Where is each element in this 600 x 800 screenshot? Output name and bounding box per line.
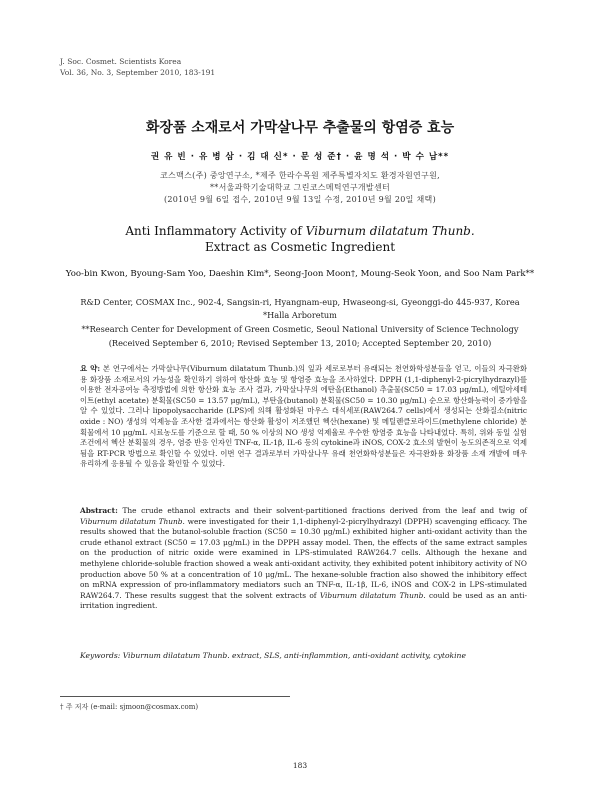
korean-abstract: [80, 364, 527, 470]
keywords-text: Viburnum dilatatum Thunb. extract, SLS, anti-inflammtion, anti-oxidant activity, cytokine: [120, 651, 466, 660]
korean-affiliation-2: **서울과학기술대학교 그린코스메틱연구개발센터: [209, 183, 391, 192]
english-affiliation-2: *Halla Arboretum: [263, 310, 337, 320]
journal-name: J. Soc. Cosmet. Scientists Korea: [60, 57, 182, 66]
abstract-text-3: could be used as an anti-irritation ingredient.: [80, 590, 527, 611]
abstract-label: Abstract:: [80, 506, 118, 515]
korean-affiliation-1: 코스맥스(주) 중앙연구소, *제주 한라수목원 제주특별자치도 환경자원연구원,: [160, 171, 440, 180]
korean-abstract-text: 본 연구에서는 가막살나무(Viburnum dilatatum Thunb.)의 잎과 세로로부터 유래되는 천연화학성분들을 얻고, 이들의 자극완화용 화장품 소재로서의 가능성을 확인하기 위하여 항산화 효능 및 항염증 효능을 조사하였다. DPPH (1,1-diphenyl-2-picrylhydrazyl)를 이용한 전자공여능 측정방법에 의한 항산화 효능 조사 결과, 가막살나무의 에탄올(Ethanol) 추출물(SC50 = 17.03 μg/mL), 에틸아세테이트(ethyl acetate) 분획물(SC50 = 13.57 μg/mL), 부탄올(butanol) 분획물(SC50 = 10.30 μg/mL) 순으로 항산화능력이 증가함을 알 수 있었다. 그러나 lipopolysaccharide (LPS)에 의해 활성화된 마우스 대식세포(RAW264.7 cells)에서 생성되는 산화질소(nitric oxide : NO) 생성의 억제능을 조사한 결과에서는 항산화 활성이 저조했던 헥산(hexane) 및 메틸렌클로라이드(methylene chloride) 분획물에서 10 μg/mL 시료농도를 기준으로 할 때, 50 % 이상의 NO 생성 억제율로 우수한 항염증 효능을 나타내었다. 특히, 위와 동일 실험 조건에서 헥산 분획물의 경우, 염증 반응 인자인 TNF-α, IL-1β, IL-6 등의 cytokine과 iNOS, COX-2 효소의 발현이 농도의존적으로 억제됨을 RT-PCR 방법으로 확인할 수 있었다. 이번 연구 결과로부터 가막살나무 유래 천연화학성분들은 자극완화용 화장품 소재 개발에 매우 유리하게 응용될 수 있음을 확인할 수 있었다.: [80, 364, 527, 469]
english-affiliation-1: R&D Center, COSMAX Inc., 902-4, Sangsin-ri, Hyangnam-eup, Hwaseong-si, Gyeonggi-do 445-937, Korea: [80, 297, 520, 307]
abstract-text-2: were investigated for their 1,1-diphenyl-2-picrylhydrazyl (DPPH) scavenging efficacy. The results showed that the butanol-soluble fraction (SC50 = 10.30 μg/mL) exhibited higher anti-oxidant activity than the crude ethanol extract (SC50 = 17.03 μg/mL) in the DPPH assay model. Then, the effects of the same extract samples on the production of nitric oxide were examined in LPS-stimulated RAW264.7 cells. Although the hexane and methylene chloride-soluble fraction showed a weak anti-oxidant activity, they exhibited potent inhibitory activity of NO production above 50 % at a concentration of 10 μg/mL. The hexane-soluble fraction also showed the inhibitory effect on mRNA expression of pro-inflammatory mediators such an TNF-α, IL-1β, IL-6, iNOS and COX-2 in LPS-stimulated RAW264.7. These results suggest that the solvent extracts of: [80, 516, 527, 600]
korean-abstract-label: 요 약:: [80, 364, 101, 373]
footnote-divider: [60, 696, 290, 697]
abstract-species-2: Viburnum dilatatum Thunb.: [319, 590, 426, 600]
english-title-line2: Extract as Cosmetic Ingredient: [204, 240, 396, 254]
english-abstract: [80, 506, 527, 612]
journal-volume: Vol. 36, No. 3, September 2010, 183-191: [60, 68, 216, 77]
journal-header: [60, 56, 215, 78]
english-title-text: Anti Inflammatory Activity of: [125, 224, 306, 238]
keywords-label: Keywords:: [80, 651, 121, 660]
abstract-text-1: The crude ethanol extracts and their solvent-partitioned fractions derived from the leaf and twig of: [117, 506, 527, 515]
english-dates: (Received September 6, 2010; Revised September 13, 2010; Accepted September 20, 2010): [108, 338, 492, 348]
korean-authors: 권 유 빈 · 유 병 삼 · 김 대 신* · 문 성 준† · 윤 명 석 · 박 수 남**: [150, 152, 450, 162]
korean-title: 화장품 소재로서 가막살나무 추출물의 항염증 효능: [145, 120, 455, 136]
footnote: † 주 저자 (e-mail: sjmoon@cosmax.com): [60, 703, 199, 711]
english-title-line1: [0, 224, 600, 238]
abstract-species-1: Viburnum dilatatum Thunb.: [80, 516, 185, 526]
english-authors: Yoo-bin Kwon, Byoung-Sam Yoo, Daeshin Kim*, Seong-Joon Moon†, Moung-Seok Yoon, and Soo Nam Park**: [65, 269, 535, 279]
english-title-species: Viburnum dilatatum Thunb.: [305, 224, 475, 238]
page-number: 183: [292, 761, 308, 770]
english-affiliation-3: **Research Center for Development of Green Cosmetic, Seoul National University of Science Technology: [81, 324, 519, 334]
keywords: [80, 651, 527, 660]
korean-dates: (2010년 9월 6일 접수, 2010년 9월 13일 수정, 2010년 9월 20일 채택): [163, 195, 436, 204]
